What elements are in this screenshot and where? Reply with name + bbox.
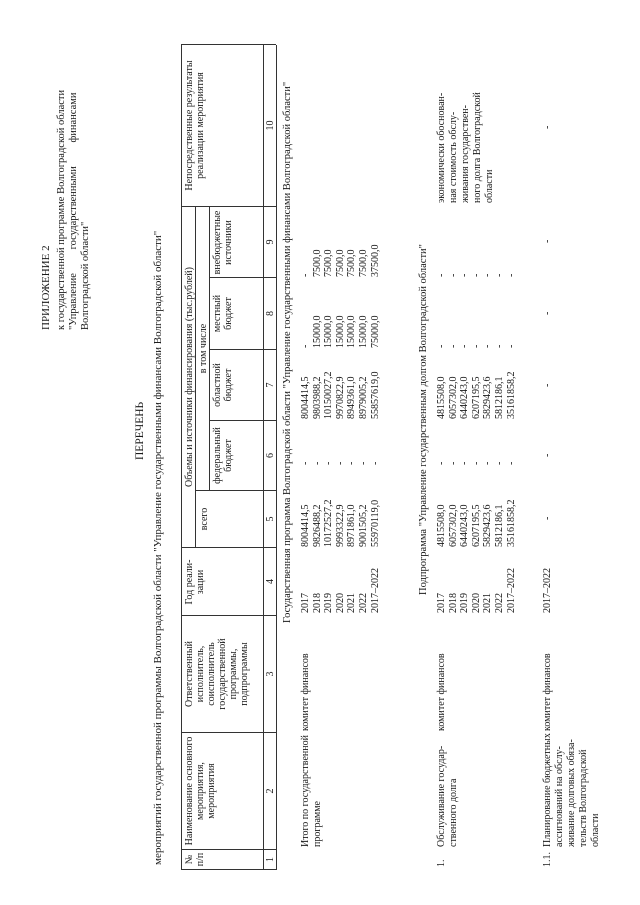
section1-total-cell: 9001505,2 [358, 504, 369, 547]
section2-loc-cell: - [470, 344, 482, 348]
colnum-5: 5 [265, 516, 276, 522]
section1-ext-cell: 7500,0 [334, 249, 346, 277]
document-subtitle: мероприятий государственной программы Волгоградской области "Управление государственными финансами Волгоградской области" [152, 230, 164, 865]
section2-fed-cell: - [459, 461, 471, 465]
colnum-4: 4 [265, 579, 276, 584]
colnum-2: 2 [265, 788, 276, 794]
appendix-line-2: "Управление государственными финансами [68, 92, 79, 330]
section2-years-cell: 2018 [447, 593, 459, 613]
section1-years-cell: 2017 [300, 593, 311, 613]
section2-years-cell: 2017 [436, 593, 447, 613]
section1-years-cell: 2018 [311, 593, 323, 613]
header-volumes: Объемы и источники финансирования (тыс.рублей) [184, 267, 195, 487]
section2-total-cell: 4815508,0 [436, 504, 447, 547]
section2-ext-cell: - [470, 273, 482, 277]
appendix-line-3: Волгоградской области" [80, 221, 91, 330]
section2-result-1: экономически обоснован- [436, 92, 447, 203]
section2-total-cell: 5829423,6 [482, 504, 494, 547]
header-results: Непосредственные результаты реализации мероприятия [184, 60, 206, 191]
section2-ext-cell: - [505, 273, 517, 277]
section1-fed-cell: - [346, 461, 358, 465]
item11-reg: - [542, 383, 553, 387]
section1-ext-cell: 7500,0 [358, 249, 369, 277]
section2-fed-cell: - [470, 461, 482, 465]
section2-loc-cell: - [482, 344, 494, 348]
section2-executor: комитет финансов [436, 653, 447, 731]
item11-name-3: живание долговых обяза- [566, 739, 577, 847]
section1-loc-cell: 75000,0 [369, 315, 381, 348]
section1-years-cell: 2020 [334, 593, 346, 613]
section1-name-line-1: Итого по государственной [300, 735, 311, 847]
section2-reg-cell: 4815508,0 [436, 376, 447, 419]
colnum-7: 7 [265, 382, 276, 388]
header-incl: в том числе [198, 323, 209, 374]
section1-reg-cell: 8979005,2 [358, 376, 369, 419]
section2-reg-cell: 6057302,0 [447, 376, 459, 419]
section2-ext-cell: - [482, 273, 494, 277]
section2-loc-cell: - [505, 344, 517, 348]
section2-reg-cell: 6207195,5 [470, 376, 482, 419]
section1-total-cell: 10172527,2 [323, 499, 335, 547]
section2-fed-cell: - [436, 461, 447, 465]
section1-years-cell: 2021 [346, 593, 358, 613]
section1-reg-cell: 10150027,2 [323, 371, 335, 419]
section2-total-cell: 5812186,1 [494, 504, 505, 547]
item11-fed: - [542, 453, 553, 457]
item11-result: - [542, 125, 553, 129]
header-total: всего [199, 507, 210, 531]
section1-loc-cell: 15000,0 [311, 315, 323, 348]
section2-years-cell: 2019 [459, 593, 471, 613]
section1-name-line-2: программе [312, 801, 323, 847]
section1-ext-cell: 37500,0 [369, 244, 381, 277]
section-program-title: Государственная программа Волгоградской области "Управление государственными финансами Волгоградской области" [282, 81, 293, 623]
section2-result-5: области [484, 169, 495, 203]
section2-years-cell: 2020 [470, 593, 482, 613]
section2-reg-cell: 6440243,0 [459, 376, 471, 419]
section2-years-cell: 2021 [482, 593, 494, 613]
section1-ext-cell: - [300, 273, 311, 277]
section1-fed-cell: - [311, 461, 323, 465]
section2-result-4: ного долга Волгоградской [472, 92, 483, 203]
colnum-10: 10 [265, 120, 276, 131]
section1-years-cell: 2019 [323, 593, 335, 613]
header-reg: областной бюджет [212, 363, 234, 407]
section2-ext-cell: - [494, 273, 505, 277]
header-year: Год реали-зации [184, 559, 206, 605]
section1-fed-cell: - [334, 461, 346, 465]
colnum-3: 3 [265, 671, 276, 677]
section2-loc-cell: - [436, 344, 447, 348]
section2-loc-cell: - [447, 344, 459, 348]
section2-total-cell: 6057302,0 [447, 504, 459, 547]
section1-ext-cell: 7500,0 [346, 249, 358, 277]
section-subprogram-title: Подпрограмма "Управление государственным долгом Волгоградской области" [418, 244, 429, 595]
section2-result-3: живания государствен- [460, 105, 471, 203]
header-fed: федеральный бюджет [212, 427, 234, 484]
section1-loc-cell: 15000,0 [323, 315, 335, 348]
header-ext: внебюджетные источники [212, 210, 234, 275]
section2-fed-cell: - [494, 461, 505, 465]
colnum-9: 9 [265, 239, 276, 245]
colnum-1: 1 [265, 857, 276, 862]
section1-reg-cell: 8949361,0 [346, 376, 358, 419]
section2-reg-cell: 35161858,2 [505, 371, 517, 419]
section1-fed-cell: - [300, 461, 311, 465]
item11-name-5: области [590, 813, 601, 847]
section1-loc-cell: 15000,0 [334, 315, 346, 348]
header-name: Наименование основного мероприятия, мероприятия [184, 736, 217, 846]
section2-loc-cell: - [459, 344, 471, 348]
section1-fed-cell: - [369, 461, 381, 465]
header-num: № п/п [184, 852, 206, 867]
section1-ext-cell: 7500,0 [323, 249, 335, 277]
section2-result-2: ная стоимость обслу- [448, 111, 459, 203]
section1-fed-cell: - [323, 461, 335, 465]
section1-total-cell: 9826488,2 [311, 504, 323, 547]
section1-loc-cell: 15000,0 [358, 315, 369, 348]
section2-years-cell: 2017–2022 [505, 568, 517, 613]
section1-total-cell: 8004414,5 [300, 504, 311, 547]
section1-total-cell: 8971861,0 [346, 504, 358, 547]
header-loc: местный бюджет [212, 294, 234, 333]
section2-ext-cell: - [459, 273, 471, 277]
section2-fed-cell: - [482, 461, 494, 465]
item11-name-1: Планирование бюджетных [542, 733, 553, 847]
section1-loc-cell: - [300, 344, 311, 348]
item11-num: 1.1. [542, 852, 553, 867]
item11-name-4: тельств Волгоградской [578, 749, 589, 847]
header-executor: Ответственный исполнитель, соисполнитель государственной программы, подпрограммы [184, 638, 250, 710]
section2-name-line-2: ственного долга [448, 778, 459, 847]
section1-years-cell: 2022 [358, 593, 369, 613]
section2-loc-cell: - [494, 344, 505, 348]
section1-reg-cell: 9970822,9 [334, 376, 346, 419]
appendix-title: ПРИЛОЖЕНИЕ 2 [40, 245, 52, 330]
document-title: ПЕРЕЧЕНЬ [134, 401, 146, 460]
section2-ext-cell: - [436, 273, 447, 277]
section1-total-cell: 55970119,0 [369, 499, 381, 547]
section1-fed-cell: - [358, 461, 369, 465]
item11-year: 2017–2022 [542, 568, 553, 613]
section2-fed-cell: - [505, 461, 517, 465]
section1-total-cell: 9993322,9 [334, 504, 346, 547]
section1-reg-cell: 55857619,0 [369, 371, 381, 419]
section2-reg-cell: 5812186,1 [494, 376, 505, 419]
section1-loc-cell: 15000,0 [346, 315, 358, 348]
section1-years-cell: 2017–2022 [369, 568, 381, 613]
section2-years-cell: 2022 [494, 593, 505, 613]
section2-num: 1. [436, 859, 447, 867]
section2-ext-cell: - [447, 273, 459, 277]
section2-total-cell: 6207195,5 [470, 504, 482, 547]
item11-executor: комитет финансов [542, 653, 553, 731]
item11-name-2: ассигнований на обслу- [554, 746, 565, 847]
section2-fed-cell: - [447, 461, 459, 465]
colnum-8: 8 [265, 311, 276, 316]
section1-reg-cell: 8004414,5 [300, 376, 311, 419]
item11-total: - [542, 516, 553, 520]
section1-executor: комитет финансов [300, 653, 311, 731]
section2-total-cell: 35161858,2 [505, 499, 517, 547]
section1-ext-cell: 7500,0 [311, 249, 323, 277]
colnum-6: 6 [265, 453, 276, 458]
section2-name-line-1: Обслуживание государ- [436, 745, 447, 847]
appendix-line-1: к государственной программе Волгоградской области [56, 89, 67, 330]
section2-reg-cell: 5829423,6 [482, 376, 494, 419]
item11-ext: - [542, 239, 553, 243]
section1-reg-cell: 9803988,2 [311, 376, 323, 419]
section2-total-cell: 6440243,0 [459, 504, 471, 547]
item11-loc: - [542, 311, 553, 315]
